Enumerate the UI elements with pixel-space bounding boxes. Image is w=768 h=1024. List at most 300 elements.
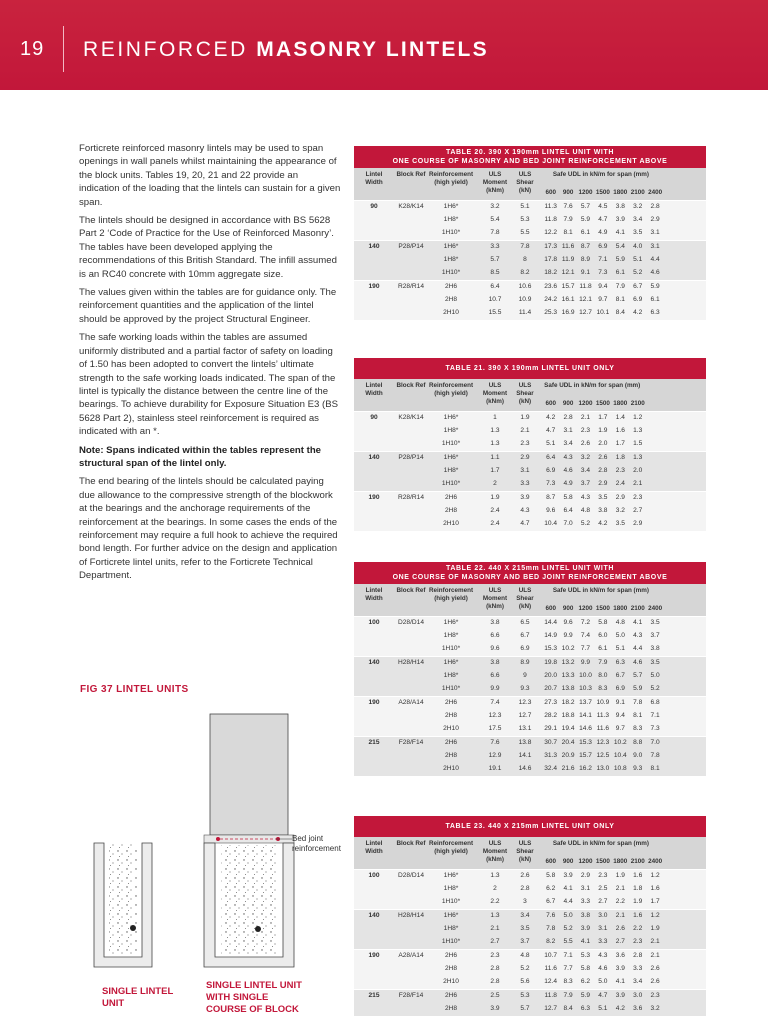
table-cell: 1H6*	[443, 619, 459, 626]
table-cell: 6.1	[598, 645, 608, 652]
table-title-line: TABLE 23. 440 X 215mm LINTEL UNIT ONLY	[445, 823, 615, 830]
table-cell: 2H8	[444, 507, 458, 514]
table-cell: 7.3	[598, 269, 608, 276]
table-cell: 2.5	[490, 992, 500, 999]
table-cell: 32.4	[544, 765, 558, 772]
table-cell: 2H8	[444, 296, 458, 303]
block-course	[210, 714, 288, 835]
table-cell: 17.3	[544, 243, 558, 250]
span-value-header: 1500	[595, 400, 610, 407]
table-cell: 12.1	[579, 296, 592, 303]
table-row-group	[354, 989, 706, 1016]
table-cell: 2.8	[520, 885, 530, 892]
table-cell: 1.7	[598, 414, 608, 421]
table-cell: 5.0	[598, 978, 608, 985]
table-row-group	[354, 909, 706, 949]
table-cell: 16.2	[579, 765, 592, 772]
table-cell: 9.1	[615, 699, 625, 706]
table-cell: 2.4	[490, 507, 500, 514]
block-ref: K28/K14	[398, 203, 424, 210]
table-cell: 1.3	[633, 427, 643, 434]
table-row-group	[354, 451, 706, 491]
table-cell: 2.1	[615, 912, 625, 919]
table-cell: 9.9	[563, 632, 573, 639]
table-cell: 9.9	[490, 685, 500, 692]
table-cell: 4.1	[563, 885, 573, 892]
table-cell: 4.6	[563, 467, 573, 474]
table-cell: 2.6	[650, 978, 660, 985]
column-header	[354, 379, 706, 411]
table-cell: 7.8	[546, 925, 556, 932]
table-cell: 3.8	[598, 507, 608, 514]
table-cell: 3.1	[598, 925, 608, 932]
table-cell: 6.9	[598, 243, 608, 250]
table-cell: 1	[493, 414, 497, 421]
lintel-table	[354, 562, 706, 776]
table-cell: 12.7	[518, 712, 532, 719]
table-cell: 5.2	[650, 685, 660, 692]
table-cell: 31.3	[544, 752, 558, 759]
table-cell: 9.6	[563, 619, 573, 626]
table-cell: 3.6	[615, 952, 625, 959]
table-cell: 1H6*	[443, 414, 459, 421]
table-cell: 4.4	[563, 898, 573, 905]
table-cell: 10.0	[579, 672, 592, 679]
table-cell: 3.0	[598, 912, 608, 919]
table-row	[354, 1003, 706, 1016]
table-cell: 3.8	[490, 659, 500, 666]
table-cell: 5.7	[633, 672, 643, 679]
table-cell: 5.8	[598, 619, 608, 626]
table-cell: 6.5	[520, 619, 530, 626]
table-cell: 1H10*	[441, 938, 461, 945]
table-cell: 6.4	[490, 283, 500, 290]
table-cell: 7.9	[563, 992, 573, 999]
table-cell: 2H8	[444, 1005, 458, 1012]
table-cell: 9.3	[633, 765, 643, 772]
table-cell: 7.8	[650, 752, 660, 759]
table-cell: 3.8	[580, 912, 591, 919]
table-cell: 12.9	[488, 752, 502, 759]
column-header-label: ULS Shear (kN)	[516, 587, 534, 610]
span-value-header: 600	[545, 400, 556, 407]
lintel-table	[354, 358, 706, 531]
table-cell: 2	[493, 480, 497, 487]
table-cell: 2.0	[633, 467, 643, 474]
paragraph: The values given within the tables are for guidance only. The reinforcement quantities and the application of the lintel should be approved by the project Structural Engineer.	[79, 287, 337, 325]
block-ref: D28/D14	[397, 619, 425, 626]
table-cell: 3.5	[650, 659, 660, 666]
table-row	[354, 214, 706, 227]
table-cell: 11.6	[596, 725, 610, 732]
lintel-table	[354, 816, 706, 1016]
lintel-width: 100	[368, 872, 380, 879]
column-header-label: ULS Moment (kNm)	[482, 587, 508, 610]
table-row-group	[354, 696, 706, 736]
table-cell: 3.5	[615, 520, 625, 527]
table-cell: 1H8*	[443, 256, 459, 263]
lintel-width: 140	[368, 243, 380, 250]
column-header-label: Reinforcement (high yield)	[429, 171, 474, 186]
table-cell: 3.4	[633, 978, 643, 985]
table-cell: 2H8	[444, 752, 458, 759]
table-cell: 14.1	[518, 752, 532, 759]
table-cell: 11.9	[561, 256, 575, 263]
table-cell: 3.9	[580, 925, 591, 932]
table-row	[354, 227, 706, 240]
table-cell: 9.7	[615, 725, 625, 732]
table-row	[354, 478, 706, 491]
column-header-label: Reinforcement (high yield)	[429, 382, 474, 397]
table-cell: 19.8	[544, 659, 558, 666]
table-cell: 6.7	[615, 672, 625, 679]
table-cell: 15.7	[561, 283, 575, 290]
table-cell: 8.4	[563, 1005, 573, 1012]
table-cell: 2.8	[633, 952, 643, 959]
table-cell: 2.6	[520, 872, 530, 879]
table-cell: 3.9	[615, 216, 625, 223]
table-cell: 8.3	[563, 978, 573, 985]
lintel-width: 190	[368, 699, 380, 706]
table-cell: 3.4	[580, 467, 591, 474]
table-cell: 4.4	[650, 256, 660, 263]
table-title	[354, 358, 706, 379]
table-cell: 3.1	[650, 243, 660, 250]
table-cell: 4.3	[598, 952, 608, 959]
table-cell: 9.6	[546, 507, 556, 514]
block-ref: D28/D14	[397, 872, 425, 879]
table-cell: 4.5	[598, 203, 608, 210]
table-cell: 3.9	[563, 872, 573, 879]
table-cell: 8.5	[490, 269, 500, 276]
table-cell: 3.5	[520, 925, 530, 932]
table-cell: 4.7	[546, 427, 556, 434]
table-cell: 2.4	[490, 520, 500, 527]
table-cell: 11.3	[544, 203, 557, 210]
table-cell: 9.1	[580, 269, 591, 276]
table-cell: 7.4	[580, 632, 591, 639]
span-value-header: 2100	[630, 605, 645, 612]
table-cell: 4.9	[598, 229, 608, 236]
table-cell: 4.2	[546, 414, 556, 421]
table-title-line: TABLE 21. 390 X 190mm LINTEL UNIT ONLY	[445, 365, 615, 372]
table-cell: 2	[493, 885, 497, 892]
table-cell: 3.3	[598, 938, 608, 945]
span-value-header: 1800	[613, 189, 628, 196]
table-cell: 7.3	[650, 725, 660, 732]
table-cell: 27.3	[544, 699, 558, 706]
table-row	[354, 438, 706, 451]
column-header-label: Reinforcement (high yield)	[429, 840, 474, 855]
table-cell: 12.2	[544, 229, 558, 236]
table-cell: 10.9	[518, 296, 532, 303]
table-cell: 7.6	[546, 912, 556, 919]
table-cell: 1.7	[490, 467, 500, 474]
span-header-label: Safe UDL in kN/m for span (mm)	[552, 840, 649, 847]
table-cell: 7.1	[598, 256, 608, 263]
table-cell: 1H8*	[443, 925, 459, 932]
table-cell: 5.3	[520, 992, 530, 999]
table-cell: 5.3	[520, 216, 530, 223]
table-cell: 2H10	[443, 520, 459, 527]
table-cell: 7.6	[490, 739, 500, 746]
table-cell: 1.2	[650, 912, 660, 919]
table-cell: 10.7	[544, 952, 558, 959]
table-cell: 5.2	[563, 925, 573, 932]
table-cell: 2H10	[443, 765, 459, 772]
table-cell: 4.8	[615, 619, 625, 626]
table-cell: 3.1	[520, 467, 530, 474]
table-cell: 9.0	[633, 752, 643, 759]
table-cell: 1.7	[615, 440, 625, 447]
table-cell: 5.1	[520, 203, 530, 210]
table-cell: 3.1	[563, 427, 573, 434]
lintel-width: 140	[368, 659, 380, 666]
table-cell: 4.0	[633, 243, 643, 250]
table-title	[354, 146, 706, 168]
page-title	[83, 38, 489, 62]
table-cell: 18.2	[561, 699, 575, 706]
table-cell: 6.6	[490, 672, 500, 679]
table-cell: 1H10*	[441, 480, 461, 487]
table-cell: 5.9	[615, 256, 625, 263]
table-cell: 2.1	[520, 427, 530, 434]
table-row-group	[354, 869, 706, 909]
table-cell: 1H10*	[441, 898, 461, 905]
table-cell: 7.8	[633, 699, 643, 706]
table-row	[354, 896, 706, 909]
table-cell: 3.0	[633, 992, 643, 999]
table-cell: 9.7	[598, 296, 608, 303]
table-cell: 5.5	[563, 938, 573, 945]
table-cell: 8.3	[598, 685, 608, 692]
table-cell: 3.5	[633, 229, 643, 236]
column-header-label: Lintel Width	[365, 382, 383, 397]
table-cell: 7.0	[563, 520, 573, 527]
table-cell: 2.1	[650, 938, 660, 945]
table-cell: 12.3	[518, 699, 532, 706]
table-cell: 1H6*	[443, 912, 459, 919]
table-cell: 2.8	[490, 965, 500, 972]
header-divider	[63, 26, 64, 72]
table-cell: 10.2	[613, 739, 627, 746]
table-cell: 1H10*	[441, 229, 461, 236]
table-cell: 1H6*	[443, 243, 459, 250]
table-cell: 1H6*	[443, 659, 459, 666]
span-value-header: 900	[562, 858, 574, 865]
column-header	[354, 584, 706, 616]
table-cell: 1H8*	[443, 467, 459, 474]
table-cell: 1.1	[490, 454, 500, 461]
table-cell: 4.2	[598, 520, 608, 527]
table-cell: 9.6	[490, 645, 500, 652]
span-value-header: 2100	[630, 858, 645, 865]
table-cell: 18.8	[561, 712, 575, 719]
span-value-header: 1500	[595, 605, 610, 612]
table-cell: 1.6	[650, 885, 660, 892]
table-cell: 13.1	[518, 725, 532, 732]
table-cell: 2H6	[444, 494, 458, 501]
table-cell: 6.3	[650, 309, 660, 316]
table-cell: 1.4	[615, 414, 625, 421]
span-value-header: 2100	[630, 189, 645, 196]
column-header-label: Block Ref	[396, 171, 426, 178]
table-row-group	[354, 411, 706, 451]
table-row	[354, 883, 706, 896]
table-cell: 2.9	[580, 872, 591, 879]
table-cell: 4.3	[563, 454, 573, 461]
table-cell: 7.4	[490, 699, 500, 706]
span-value-header: 900	[562, 605, 574, 612]
table-cell: 2.1	[580, 414, 591, 421]
table-cell: 8.7	[580, 243, 591, 250]
lintel-width: 215	[368, 992, 380, 999]
table-cell: 8.7	[546, 494, 556, 501]
span-value-header: 1200	[578, 605, 593, 612]
table-cell: 4.6	[650, 269, 660, 276]
table-cell: 6.1	[580, 229, 591, 236]
table-cell: 19.4	[561, 725, 575, 732]
span-value-header: 2400	[648, 189, 663, 196]
table-cell: 3.6	[633, 1005, 643, 1012]
table-cell: 11.6	[561, 243, 575, 250]
table-cell: 7.1	[650, 712, 660, 719]
table-cell: 14.6	[518, 765, 532, 772]
table-cell: 2.7	[633, 507, 643, 514]
column-header-label: ULS Moment (kNm)	[482, 382, 508, 405]
table-cell: 13.8	[518, 739, 532, 746]
table-cell: 7.9	[615, 283, 625, 290]
table-cell: 6.4	[563, 507, 573, 514]
table-cell: 1.2	[650, 872, 660, 879]
span-value-header: 2100	[630, 400, 645, 407]
table-cell: 2.3	[633, 938, 643, 945]
table-cell: 14.1	[579, 712, 592, 719]
table-cell: 11.8	[544, 992, 557, 999]
table-row	[354, 763, 706, 776]
table-cell: 4.6	[598, 965, 608, 972]
table-row	[354, 950, 706, 963]
table-cell: 5.2	[520, 965, 530, 972]
table-cell: 5.9	[633, 685, 643, 692]
table-row-group	[354, 656, 706, 696]
column-header-label: Reinforcement (high yield)	[429, 587, 474, 602]
table-cell: 2.4	[615, 480, 625, 487]
table-row	[354, 630, 706, 643]
table-cell: 2.1	[650, 952, 660, 959]
table-cell: 6.9	[615, 685, 625, 692]
table-row	[354, 617, 706, 630]
table-cell: 2H6	[444, 952, 458, 959]
table-cell: 3.3	[633, 965, 643, 972]
table-cell: 5.2	[633, 269, 643, 276]
table-row	[354, 518, 706, 531]
table-cell: 1H8*	[443, 216, 459, 223]
table-cell: 2.2	[633, 925, 643, 932]
label-single-unit: SINGLE LINTEL UNIT	[102, 986, 174, 1009]
table-cell: 5.3	[580, 952, 591, 959]
table-cell: 9.4	[598, 283, 608, 290]
table-cell: 2.3	[615, 467, 625, 474]
table-cell: 4.7	[598, 216, 608, 223]
table-cell: 2.0	[598, 440, 608, 447]
table-cell: 13.3	[561, 672, 575, 679]
table-cell: 4.9	[563, 480, 573, 487]
table-cell: 1H6*	[443, 454, 459, 461]
column-header-label: Block Ref	[396, 382, 426, 389]
table-cell: 3.9	[490, 1005, 500, 1012]
table-cell: 8.9	[520, 659, 530, 666]
paragraph: Forticrete reinforced masonry lintels may be used to span openings in wall panels whilst maintaining the appearance of the block units. Tables 19, 20, 21 and 22 provide an indication of the loading that the lintels can sustain for a given span.	[79, 143, 341, 208]
table-row	[354, 750, 706, 763]
table-cell: 2.8	[598, 467, 608, 474]
table-cell: 4.1	[615, 978, 625, 985]
table-row	[354, 241, 706, 254]
table-cell: 2.2	[490, 898, 500, 905]
table-cell: 1.3	[633, 454, 643, 461]
table-row	[354, 254, 706, 267]
table-cell: 12.7	[579, 309, 592, 316]
table-cell: 4.4	[633, 645, 643, 652]
table-row	[354, 452, 706, 465]
table-cell: 1H8*	[443, 885, 459, 892]
table-cell: 6.4	[546, 454, 556, 461]
table-cell: 3.4	[563, 440, 573, 447]
table-row	[354, 281, 706, 294]
table-row	[354, 737, 706, 750]
table-cell: 9	[523, 672, 527, 679]
table-cell: 2.3	[580, 427, 591, 434]
table-cell: 2.3	[633, 494, 643, 501]
span-value-header: 1200	[578, 400, 593, 407]
table-cell: 5.9	[580, 216, 591, 223]
table-row-group	[354, 491, 706, 531]
table-cell: 7.8	[520, 243, 530, 250]
table-cell: 7.1	[563, 952, 573, 959]
table-cell: 1H10*	[441, 645, 461, 652]
table-cell: 1H10*	[441, 440, 461, 447]
table-cell: 3.2	[490, 203, 500, 210]
paragraph: The safe working loads within the tables are assumed uniformly distributed and a partial factor of safety on loading of 1.50 has been adopted to convert the lintels’ ultimate strength to the safe working loads indicated. The span of the lintel is typically the distance between the centre line of the bearings. To achieve durability for Exposure Situation E3 (BS 5628 Part 2), stainless steel reinforcement is required as indicated with an *.	[79, 332, 338, 438]
table-cell: 7.0	[650, 739, 660, 746]
table-cell: 3.2	[650, 1005, 660, 1012]
table-cell: 4.1	[580, 938, 591, 945]
block-ref: P28/P14	[398, 243, 424, 250]
table-cell: 11.4	[518, 309, 532, 316]
table-cell: 3.7	[580, 480, 591, 487]
page-number: 19	[20, 38, 45, 60]
table-cell: 5.8	[563, 494, 573, 501]
table-cell: 2.9	[615, 494, 625, 501]
table-cell: 2.3	[598, 872, 608, 879]
table-cell: 2H6	[444, 992, 458, 999]
table-cell: 14.4	[544, 619, 558, 626]
table-cell: 2.7	[615, 938, 625, 945]
column-header	[354, 837, 706, 869]
table-cell: 3.2	[580, 454, 591, 461]
table-cell: 5.9	[650, 283, 660, 290]
span-value-header: 900	[562, 189, 574, 196]
table-cell: 10.4	[613, 752, 627, 759]
table-cell: 2.6	[615, 925, 625, 932]
table-cell: 2.1	[490, 925, 500, 932]
table-cell: 11.3	[596, 712, 610, 719]
span-header-label: Safe UDL in kN/m for span (mm)	[552, 587, 649, 594]
table-cell: 2.3	[520, 440, 530, 447]
table-cell: 3.7	[650, 632, 660, 639]
paragraph: The end bearing of the lintels should be calculated paying due allowance to the compressive strength of the blockwork at the bearings and the anchorage requirements of the reinforcement at the bearings. In some cases the ends of the reinforcement may require a full hook to achieve the required bond length. For further advice on the design and application of Forticrete lintel units, refer to the Forticrete Technical Department.	[79, 476, 338, 582]
table-cell: 2.9	[598, 480, 608, 487]
